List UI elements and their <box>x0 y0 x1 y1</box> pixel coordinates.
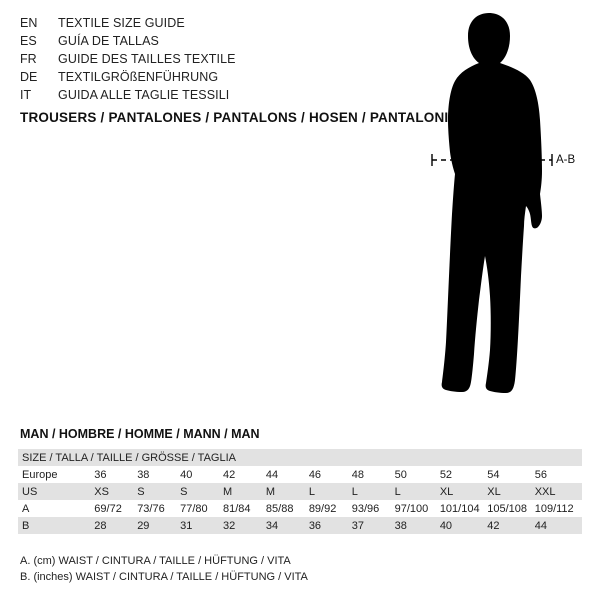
cell: 40 <box>180 468 193 481</box>
cell: 44 <box>534 519 547 532</box>
cell: XXL <box>534 485 556 498</box>
cell: 97/100 <box>394 502 429 515</box>
footnote-b: B. (inches) WAIST / CINTURA / TAILLE / HÜFTUNG / VITA <box>20 571 308 583</box>
language-code: DE <box>20 70 38 84</box>
cell: 73/76 <box>137 502 165 515</box>
table-row <box>18 517 582 534</box>
cell: 44 <box>265 468 279 481</box>
measure-label-ab: A-B <box>556 154 576 166</box>
cell: 29 <box>137 519 150 532</box>
cell: 38 <box>394 519 407 532</box>
cell: XL <box>439 485 454 498</box>
cell: 36 <box>308 519 322 532</box>
category-title: TROUSERS / PANTALONES / PANTALONS / HOSEN / PANTALONI <box>20 110 449 125</box>
row-label: US <box>22 485 38 498</box>
language-row <box>20 32 400 50</box>
size-table <box>18 449 582 534</box>
cell: 42 <box>487 519 500 532</box>
cell: 31 <box>180 519 193 532</box>
language-row <box>20 86 400 104</box>
language-title: GUIDE DES TAILLES TEXTILE <box>58 52 236 66</box>
cell: 48 <box>351 468 364 481</box>
cell: XS <box>94 485 109 498</box>
table-row <box>18 466 582 483</box>
language-code: FR <box>20 52 37 66</box>
cell: S <box>137 485 145 498</box>
cell: 46 <box>308 468 322 481</box>
footnote-a: A. (cm) WAIST / CINTURA / TAILLE / HÜFTUNG / VITA <box>20 555 291 567</box>
cell: 28 <box>94 519 107 532</box>
cell: 109/112 <box>534 502 574 515</box>
gender-title: MAN / HOMBRE / HOMME / MANN / MAN <box>20 427 260 441</box>
language-code: EN <box>20 16 38 30</box>
language-code: ES <box>20 34 37 48</box>
language-row <box>20 14 400 32</box>
cell: 54 <box>487 468 500 481</box>
cell: 32 <box>223 519 236 532</box>
cell: 69/72 <box>94 502 122 515</box>
cell: 37 <box>351 519 364 532</box>
table-row <box>18 483 582 500</box>
language-title: GUÍA DE TALLAS <box>58 34 159 48</box>
cell: 52 <box>439 468 453 481</box>
cell: 42 <box>223 468 236 481</box>
cell: 38 <box>137 468 150 481</box>
language-title: TEXTILE SIZE GUIDE <box>58 16 185 30</box>
cell: XL <box>487 485 501 498</box>
table-header-row <box>18 449 582 466</box>
cell: 36 <box>94 468 107 481</box>
cell: L <box>308 485 315 498</box>
cell: S <box>180 485 188 498</box>
cell: 81/84 <box>223 502 251 515</box>
row-label: A <box>22 502 30 515</box>
language-row <box>20 68 400 86</box>
cell: 50 <box>394 468 407 481</box>
footnotes <box>20 553 308 585</box>
cell: 89/92 <box>308 502 337 515</box>
cell: M <box>223 485 233 498</box>
cell: L <box>394 485 401 498</box>
cell: 34 <box>265 519 279 532</box>
language-row <box>20 50 400 68</box>
cell: M <box>265 485 276 498</box>
table-row <box>18 500 582 517</box>
cell: 56 <box>534 468 547 481</box>
cell: 93/96 <box>351 502 380 515</box>
cell: 101/104 <box>439 502 480 515</box>
language-title: GUIDA ALLE TAGLIE TESSILI <box>58 88 230 102</box>
cell: 40 <box>439 519 453 532</box>
cell: 105/108 <box>487 502 528 515</box>
language-list <box>20 14 400 104</box>
table-header-label: SIZE / TALLA / TAILLE / GRÖSSE / TAGLIA <box>22 451 236 464</box>
cell: L <box>351 485 358 498</box>
cell: 85/88 <box>265 502 294 515</box>
waist-measure-line-icon <box>400 8 600 408</box>
row-label: B <box>22 519 30 532</box>
body-figure <box>400 8 600 408</box>
row-label: Europe <box>22 468 58 481</box>
language-title: TEXTILGRÖßENFÜHRUNG <box>58 70 219 84</box>
language-code: IT <box>20 88 32 102</box>
cell: 77/80 <box>180 502 208 515</box>
